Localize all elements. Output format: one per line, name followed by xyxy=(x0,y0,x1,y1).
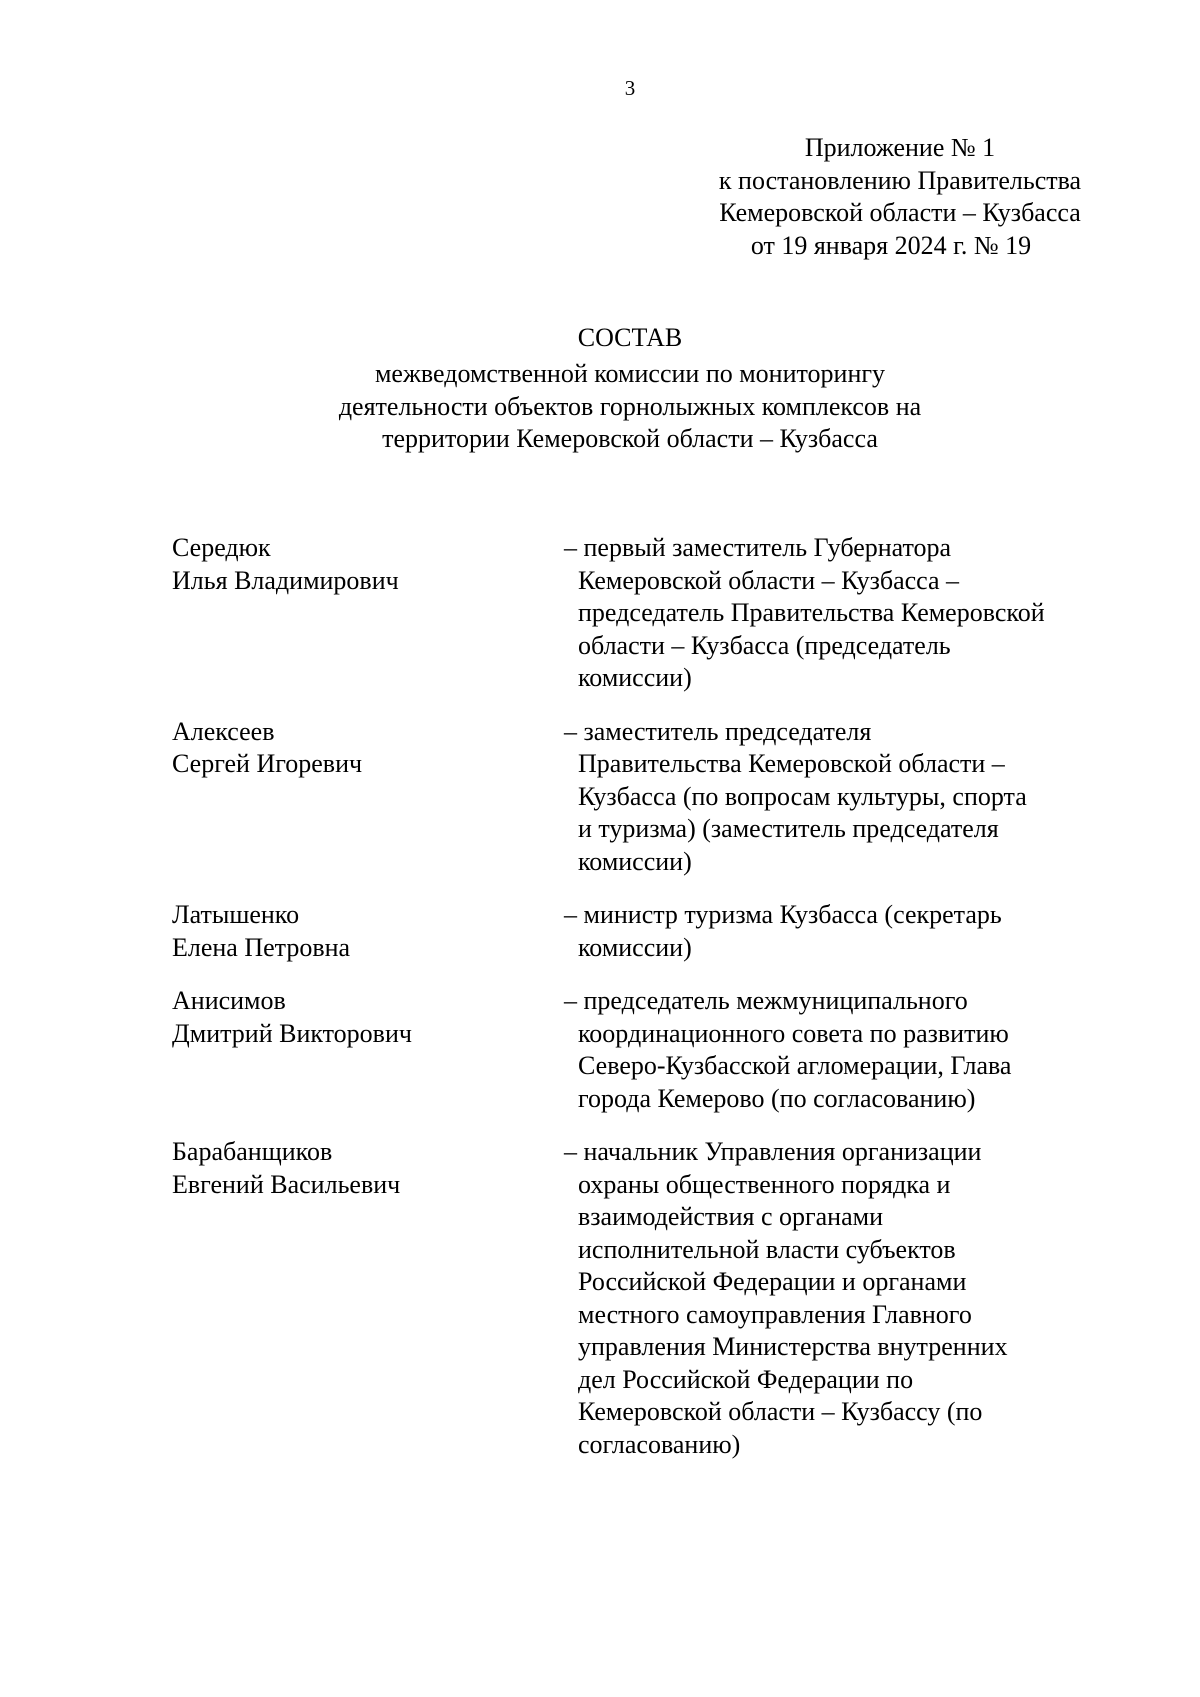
member-name xyxy=(172,1136,572,1201)
member-name xyxy=(172,899,572,964)
role-line: Российской Федерации и органами xyxy=(578,1267,967,1296)
member-role xyxy=(564,1136,1118,1461)
document-subtitle xyxy=(0,358,1200,456)
role-line: Кемеровской области – Кузбасса – xyxy=(578,565,960,595)
member-role xyxy=(564,985,1118,1115)
role-line: – председатель межмуниципального xyxy=(564,986,968,1015)
member-name xyxy=(172,985,572,1050)
member-entry xyxy=(172,899,1132,964)
role-line: – первый заместитель Губернатора xyxy=(564,533,952,562)
role-line: – начальник Управления организации xyxy=(564,1137,982,1166)
subtitle-line: деятельности объектов горнолыжных комплексов на xyxy=(338,391,922,421)
role-line: комиссии) xyxy=(578,846,692,876)
role-line: управления Министерства внутренних xyxy=(578,1332,1008,1361)
appendix-line: Кемеровской области – Кузбасса xyxy=(719,198,1081,227)
role-line: исполнительной власти субъектов xyxy=(578,1234,956,1264)
role-line: области – Кузбасса (председатель xyxy=(578,630,951,660)
member-given-names: Елена Петровна xyxy=(172,932,351,962)
appendix-line: Приложение № 1 xyxy=(804,133,996,162)
appendix-line: к постановлению Правительства xyxy=(718,165,1082,195)
role-line: председатель Правительства Кемеровской xyxy=(578,598,1045,627)
member-surname: Латышенко xyxy=(172,900,300,929)
role-line: Северо-Кузбасской агломерации, Глава xyxy=(578,1051,1012,1080)
member-surname: Анисимов xyxy=(172,986,286,1015)
role-line: комиссии) xyxy=(578,932,692,962)
role-line: комиссии) xyxy=(578,663,692,692)
role-line: Правительства Кемеровской области – xyxy=(578,749,1005,778)
member-entry xyxy=(172,985,1132,1115)
role-line: – министр туризма Кузбасса (секретарь xyxy=(564,900,1002,929)
appendix-line: от 19 января 2024 г. № 19 xyxy=(750,230,1032,260)
subtitle-line: межведомственной комиссии по мониторингу xyxy=(374,359,886,388)
member-given-names: Илья Владимирович xyxy=(172,565,399,595)
member-entry xyxy=(172,1136,1132,1461)
role-line: Кузбасса (по вопросам культуры, спорта xyxy=(578,781,1027,811)
role-line: согласованию) xyxy=(578,1429,741,1459)
member-surname: Середюк xyxy=(172,533,271,562)
member-role xyxy=(564,532,1118,695)
member-surname: Алексеев xyxy=(172,716,275,746)
member-given-names: Сергей Игоревич xyxy=(172,749,363,778)
page-number: 3 xyxy=(624,76,636,100)
role-line: охраны общественного порядка и xyxy=(578,1169,951,1199)
subtitle-line: территории Кемеровской области – Кузбасса xyxy=(382,424,878,453)
member-given-names: Дмитрий Викторович xyxy=(172,1018,412,1048)
member-role xyxy=(564,899,1118,964)
role-line: дел Российской Федерации по xyxy=(578,1364,914,1394)
role-line: и туризма) (заместитель председателя xyxy=(578,814,999,843)
document-title: СОСТАВ xyxy=(577,323,683,352)
members-list xyxy=(172,532,1132,1482)
member-entry xyxy=(172,532,1132,695)
role-line: – заместитель председателя xyxy=(564,716,872,746)
role-line: координационного совета по развитию xyxy=(578,1018,1009,1048)
member-role xyxy=(564,716,1118,879)
member-surname: Барабанщиков xyxy=(172,1137,333,1166)
role-line: местного самоуправления Главного xyxy=(578,1299,972,1329)
appendix-header xyxy=(600,132,1200,262)
member-given-names: Евгений Васильевич xyxy=(172,1169,401,1199)
role-line: Кемеровской области – Кузбассу (по xyxy=(578,1397,983,1426)
member-name xyxy=(172,532,572,597)
role-line: города Кемерово (по согласованию) xyxy=(578,1083,976,1113)
role-line: взаимодействия с органами xyxy=(578,1202,884,1231)
member-name xyxy=(172,716,572,781)
member-entry xyxy=(172,716,1132,879)
